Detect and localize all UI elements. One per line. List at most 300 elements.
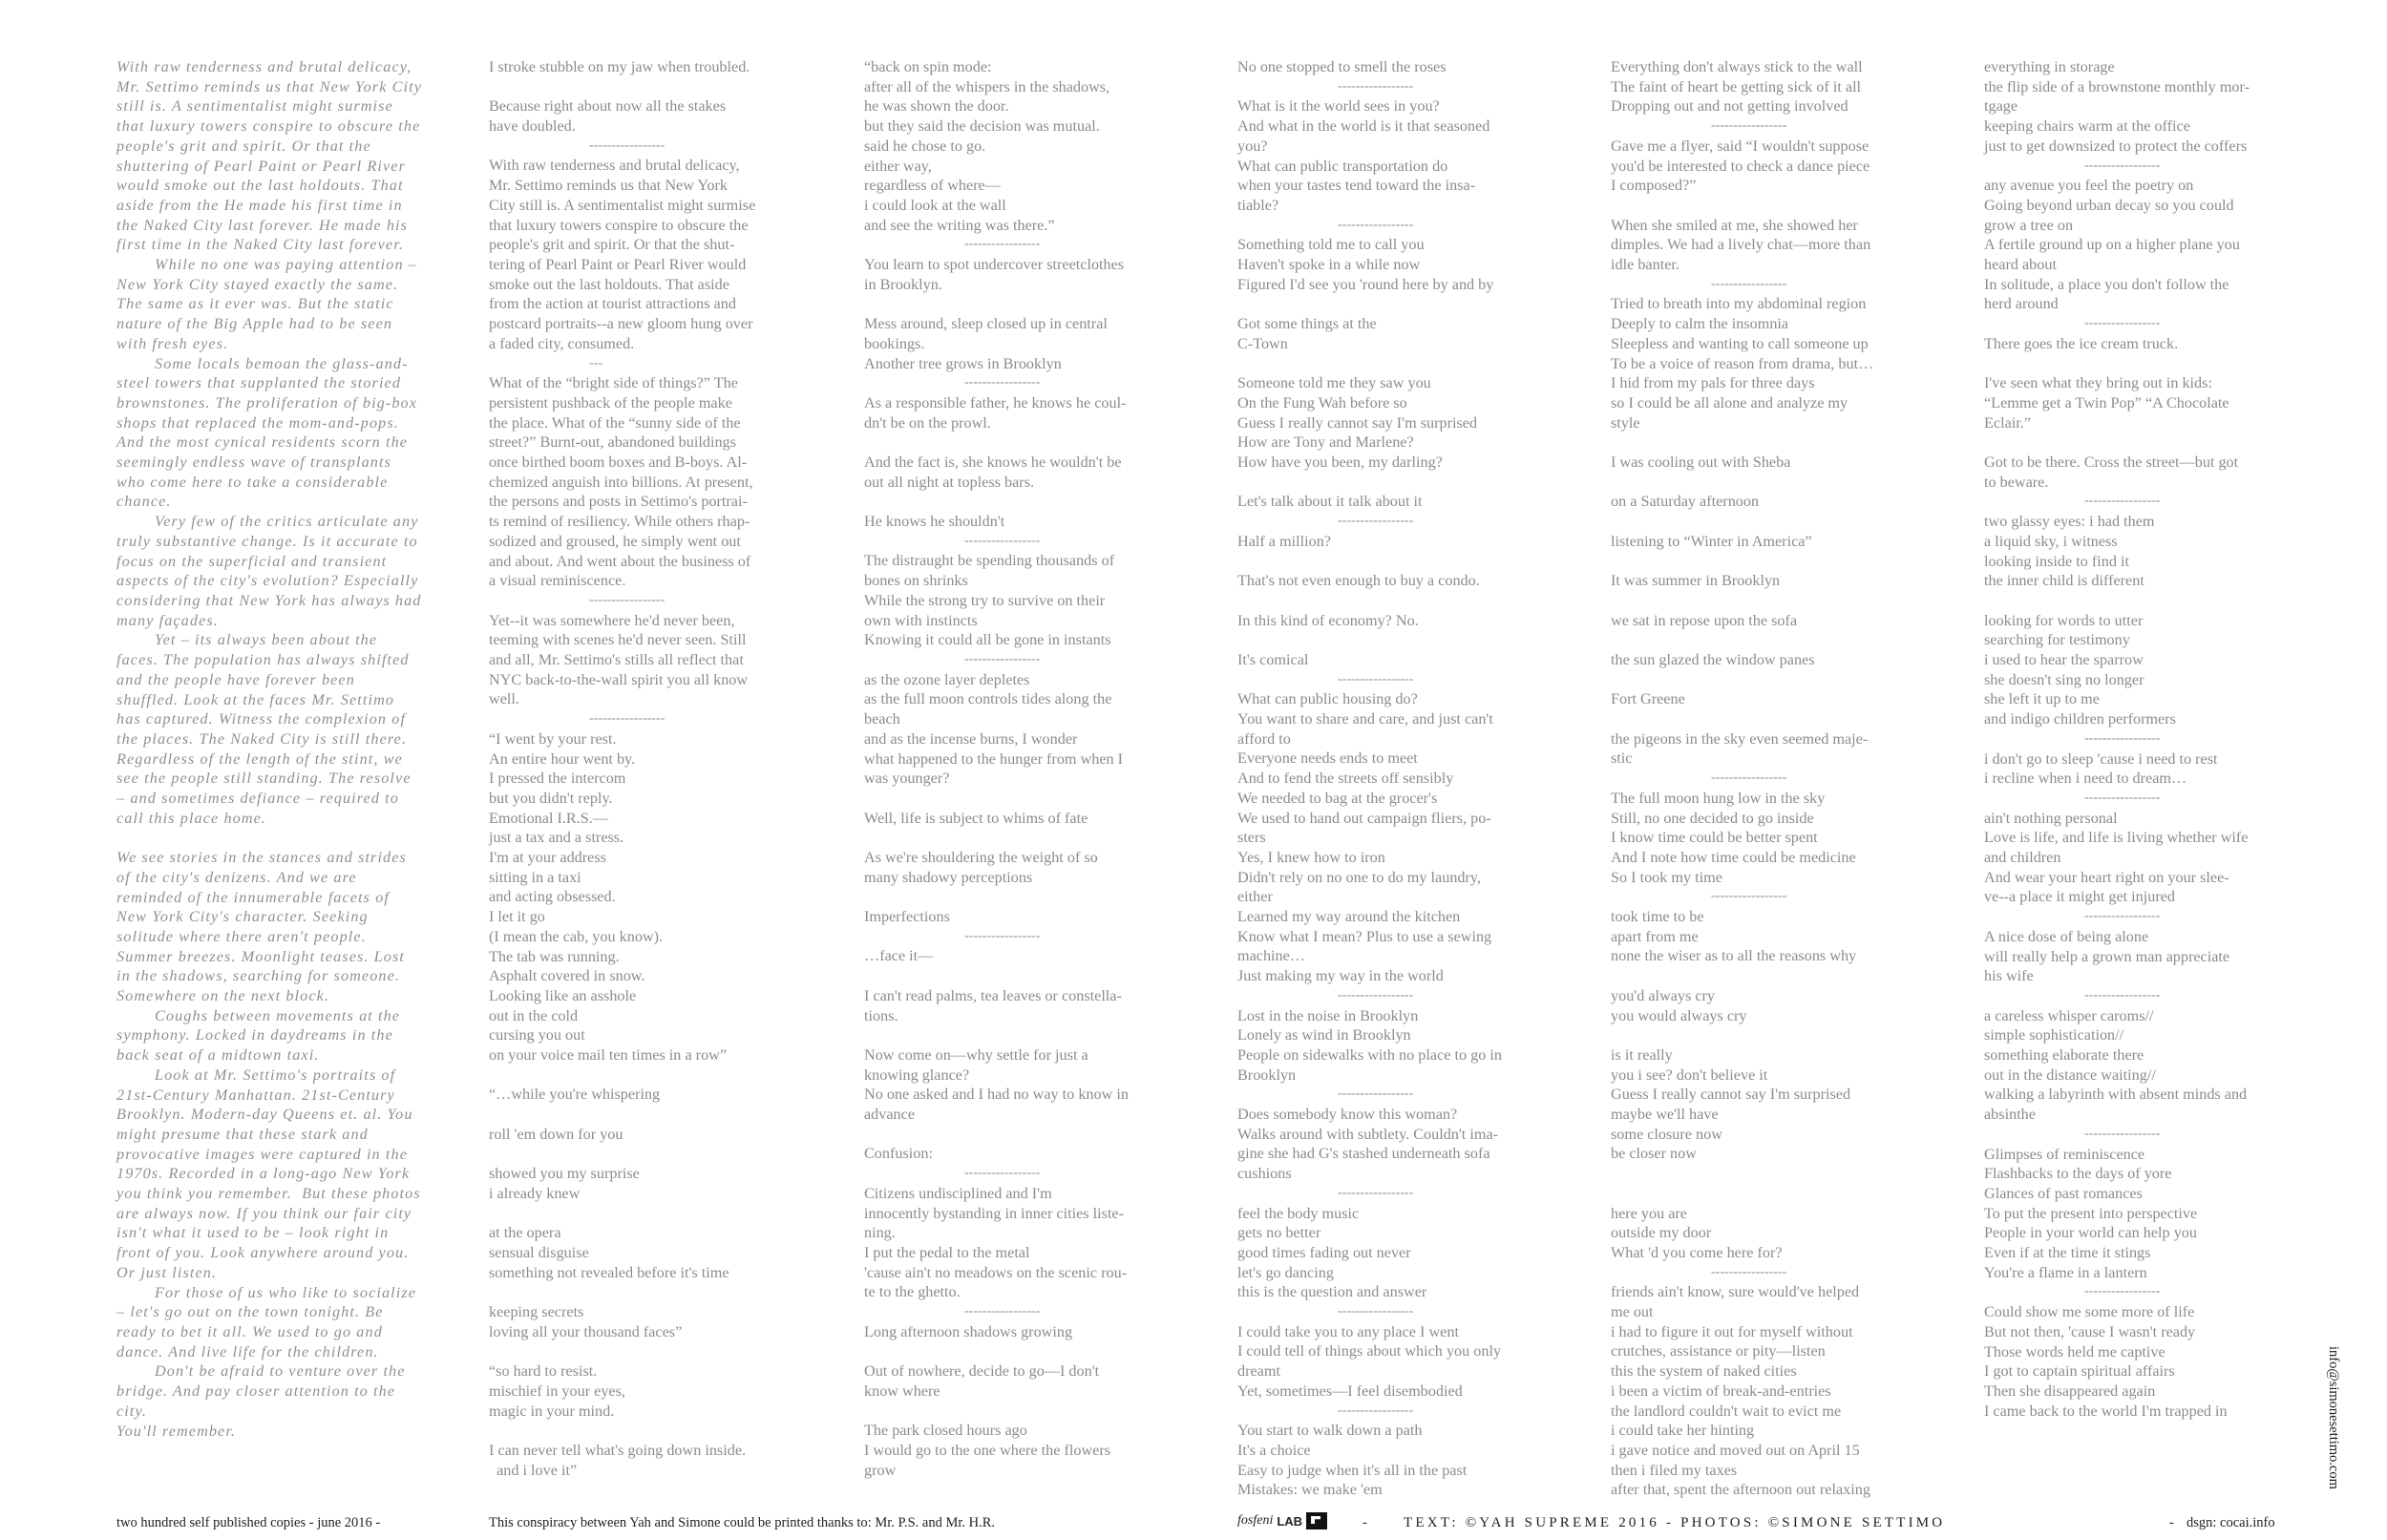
poem-line: No one asked and I had no way to know in — [864, 1086, 1129, 1104]
poem-line: dreamt — [1237, 1362, 1280, 1381]
stanza-gap — [1237, 551, 1553, 571]
poem-line: me out — [1611, 1303, 1654, 1321]
poem-line: C-Town — [1237, 334, 1288, 352]
poem-line: People in your world can help you — [1984, 1224, 2197, 1242]
poem-line: I can never tell what's going down inside. — [489, 1442, 747, 1460]
section-divider: ----------------- — [964, 652, 1041, 666]
poem-line: Then she disappeared again — [1984, 1382, 2156, 1400]
logo-mark-icon — [1306, 1512, 1327, 1529]
stanza-gap — [1984, 591, 2299, 611]
section-divider: ----------------- — [1711, 889, 1787, 904]
section-divider: ----------------- — [964, 533, 1041, 548]
poem-line: We used to hand out campaign fliers, po- — [1237, 809, 1491, 827]
poem-line: I composed?” — [1611, 177, 1697, 195]
footer-separator: - — [2169, 1515, 2174, 1530]
poem-line: afford to — [1237, 729, 1291, 748]
poem-line: she doesn't sing no longer — [1984, 670, 2144, 688]
poem-line: That's not even enough to buy a condo. — [1237, 572, 1480, 590]
section-divider: ----------------- — [2084, 909, 2161, 924]
section-divider: ----------------- — [589, 592, 665, 607]
stanza-gap — [1237, 294, 1553, 314]
poem-line: Imperfections — [864, 908, 950, 926]
poem-column-2 — [489, 57, 804, 1480]
section-divider: ----------------- — [2084, 730, 2161, 746]
poem-line: teeming with scenes he'd never seen. Still — [489, 631, 747, 649]
poem-line: said he chose to go. — [864, 137, 986, 155]
section-divider: ----------------- — [964, 1304, 1041, 1319]
poem-line: To be a voice of reason from drama, but… — [1611, 354, 1874, 372]
poem-line: just to get downsized to protect the coffers — [1984, 137, 2248, 155]
poem-line: I was cooling out with Sheba — [1611, 454, 1791, 471]
poem-line: Even if at the time it stings — [1984, 1244, 2151, 1262]
poem-line: How have you been, my darling? — [1237, 454, 1443, 471]
poem-line: own with instincts — [864, 611, 978, 629]
poem-column-5 — [1611, 57, 1926, 1500]
poem-line: Just making my way in the world — [1237, 967, 1444, 985]
poem-line: Everything don't always stick to the wall — [1611, 58, 1863, 75]
poem-line: (I mean the cab, you know). — [489, 927, 664, 945]
poem-line: Flashbacks to the days of yore — [1984, 1165, 2172, 1183]
poem-line: An entire hour went by. — [489, 749, 636, 768]
poem-line: Everyone needs ends to meet — [1237, 749, 1418, 768]
poem-line: Mr. Settimo reminds us that New York — [489, 177, 729, 195]
poem-line: gets no better — [1237, 1224, 1321, 1242]
poem-line: feel the body music — [1237, 1204, 1360, 1222]
poem-line: The tab was running. — [489, 947, 620, 965]
poem-line: Well, life is subject to whims of fate — [864, 809, 1088, 827]
poem-line: good times fading out never — [1237, 1243, 1411, 1261]
poem-line: a liquid sky, i witness — [1984, 532, 2118, 550]
poem-line: knowing glance? — [864, 1065, 970, 1084]
poem-line: is it really — [1611, 1045, 1673, 1064]
poem-line: apart from me — [1611, 927, 1699, 945]
poem-line: what happened to the hunger from when I — [864, 749, 1124, 768]
poem-line: grow a tree on — [1984, 216, 2074, 234]
poem-line: two glassy eyes: i had them — [1984, 513, 2155, 531]
poem-line: something not revealed before it's time — [489, 1263, 729, 1281]
poem-line: With raw tenderness and brutal delicacy, — [489, 157, 740, 175]
poem-line: The faint of heart be getting sick of it all — [1611, 77, 1862, 95]
poem-line: cushions — [1237, 1165, 1292, 1183]
poem-line: The park closed hours ago — [864, 1422, 1027, 1440]
essay-paragraph: For those of us who like to socialize – let's go out on the town tonight. Be ready to bet it all. We used to go and dance. And live life for the children. — [116, 1283, 422, 1361]
poem-line: I pressed the intercom — [489, 770, 626, 788]
poem-line: he was shown the door. — [864, 97, 1009, 116]
poem-line: 'cause ain't no meadows on the scenic rou- — [864, 1263, 1128, 1281]
poem-line: magic in your mind. — [489, 1402, 615, 1420]
poem-line: …face it— — [864, 947, 934, 965]
poem-line: loving all your thousand faces” — [489, 1322, 683, 1340]
poem-line: and indigo children performers — [1984, 710, 2176, 728]
poem-line: What 'd you come here for? — [1611, 1243, 1783, 1261]
poem-line: be closer now — [1611, 1145, 1697, 1163]
poem-line: some closure now — [1611, 1125, 1722, 1143]
poem-line: You learn to spot undercover streetclothes — [864, 256, 1125, 274]
stanza-gap — [1611, 630, 1926, 650]
stanza-gap — [489, 1145, 804, 1165]
poem-line: as the full moon controls tides along the — [864, 690, 1112, 708]
section-divider: ----------------- — [1338, 1304, 1414, 1319]
poem-line: So I took my time — [1611, 868, 1722, 886]
poem-line: once birthed boom boxes and B-boys. Al- — [489, 454, 748, 472]
poem-line: out all night at topless bars. — [864, 473, 1035, 491]
stanza-gap — [1984, 432, 2299, 453]
poem-line: outside my door — [1611, 1224, 1712, 1242]
essay-paragraph: While no one was paying attention – New York City stayed exactly the same. The same as it ever was. But the static nature of the Big Apple had to be seen with fresh eyes. — [116, 256, 423, 352]
poem-line: will really help a grown man appreciate — [1984, 947, 2230, 965]
poem-line: bookings. — [864, 334, 925, 352]
poem-line: Confusion: — [864, 1145, 933, 1163]
section-divider: ----------------- — [964, 1166, 1041, 1181]
stanza-gap — [1984, 354, 2299, 374]
poem-line: you i see? don't believe it — [1611, 1065, 1768, 1084]
stanza-gap — [864, 887, 1179, 907]
poem-line: crutches, assistance or pity—listen — [1611, 1342, 1826, 1361]
stanza-gap — [1611, 1184, 1926, 1204]
poem-line: “…while you're whispering — [489, 1086, 661, 1104]
poem-line: Looking like an asshole — [489, 986, 637, 1004]
poem-line: Half a million? — [1237, 532, 1331, 550]
poem-line: style — [1611, 413, 1640, 432]
poem-line: gine she had G's stashed underneath sofa — [1237, 1145, 1490, 1163]
poem-line: In this kind of economy? No. — [1237, 611, 1419, 629]
poem-line: looking for words to utter — [1984, 611, 2144, 629]
poem-line: this is the question and answer — [1237, 1283, 1427, 1301]
stanza-gap — [489, 1282, 804, 1302]
stanza-gap — [1237, 630, 1553, 650]
poem-line: at the opera — [489, 1224, 561, 1242]
section-divider: ----------------- — [2084, 1126, 2161, 1141]
poem-line: “so hard to resist. — [489, 1362, 598, 1381]
section-divider: ----------------- — [964, 237, 1041, 252]
poem-line: know where — [864, 1382, 940, 1400]
poem-line: i could look at the wall — [864, 196, 1006, 214]
poem-line: i already knew — [489, 1184, 581, 1202]
poem-line: Yet--it was somewhere he'd never been, — [489, 611, 735, 629]
poem-line: friends ain't know, sure would've helped — [1611, 1283, 1860, 1301]
poem-line: Deeply to calm the insomnia — [1611, 315, 1789, 333]
stanza-gap — [864, 492, 1179, 512]
poem-line: Those words held me captive — [1984, 1342, 2165, 1361]
stanza-gap — [864, 1341, 1179, 1361]
poem-line: Eclair.” — [1984, 413, 2031, 432]
poem-line: walking a labyrinth with absent minds and — [1984, 1086, 2248, 1104]
poem-line: You start to walk down a path — [1237, 1422, 1423, 1440]
essay-paragraph: Yet – its always been about the faces. The population has always shifted and the people have forever been shuffled. Look at the faces Mr. Settimo has captured. Witness the complexion of the places. The Naked City is still there. Regardless of the length of the stint, we see the people still standing. The resolve – and sometimes defiance – required to call this place home. — [116, 631, 416, 827]
poem-line: any avenue you feel the poetry on — [1984, 177, 2194, 195]
poem-line: I stroke stubble on my jaw when troubled. — [489, 58, 750, 75]
poem-line: sitting in a taxi — [489, 868, 581, 886]
essay-paragraph: Look at Mr. Settimo's portraits of 21st-Century Manhattan. 21st-Century Brooklyn. Modern-day Queens et. al. You might presume that these stark and provocative images were captured in the 1970s. Recorded in a long-ago New York you think you remember. But these photos are always now. If you think our fair city isn't what it used to be – look right in front of you. Look anywhere around you. Or just listen. — [116, 1065, 426, 1281]
poem-line: and all, Mr. Settimo's stills all reflect that — [489, 651, 744, 669]
fosfeni-lab-logo — [1237, 1512, 1327, 1529]
poem-line: you'd always cry — [1611, 986, 1716, 1004]
poem-line: innocently bystanding in inner cities liste- — [864, 1204, 1124, 1222]
poem-line: none the wiser as to all the reasons why — [1611, 947, 1857, 965]
essay-paragraph: We see stories in the stances and strides of the city's denizens. And we are reminded of the innumerable facets of New York City's character. Seeking solitude where there aren't people. Summer breezes. Moonlight teases. Lost in the shadows, searching for someone. Somewhere on the next block. — [116, 849, 412, 1005]
poem-line: Mistakes: we make 'em — [1237, 1481, 1383, 1499]
poem-line: well. — [489, 690, 519, 708]
poem-line: Gave me a flyer, said “I wouldn't suppose — [1611, 137, 1869, 155]
poem-line: sodized and groused, he simply went out — [489, 532, 741, 550]
poem-line: but they said the decision was mutual. — [864, 117, 1100, 136]
poem-line: on your voice mail ten times in a row” — [489, 1046, 728, 1065]
poem-line: I know time could be better spent — [1611, 829, 1818, 847]
stanza-gap — [864, 294, 1179, 314]
poem-line: i had to figure it out for myself without — [1611, 1322, 1853, 1340]
section-divider: ----------------- — [1711, 276, 1787, 291]
section-divider: ----------------- — [2084, 316, 2161, 331]
poem-line: showed you my surprise — [489, 1165, 640, 1183]
poem-line: ts remind of resiliency. While others rhap- — [489, 513, 750, 531]
poem-line: searching for testimony — [1984, 631, 2130, 649]
poem-line: she left it up to me — [1984, 690, 2100, 708]
poem-line: Yet, sometimes—I feel disembodied — [1237, 1382, 1463, 1400]
stanza-gap — [1611, 591, 1926, 611]
poem-line: He knows he shouldn't — [864, 513, 1005, 531]
section-divider: ----------------- — [589, 711, 665, 727]
poem-line: have doubled. — [489, 117, 576, 136]
poem-line: i could take her hinting — [1611, 1422, 1755, 1440]
essay-paragraph: Don't be afraid to venture over the bridge. And pay closer attention to the city. — [116, 1362, 411, 1420]
poem-line: As a responsible father, he knows he coul- — [864, 393, 1127, 411]
poem-line: It's a choice — [1237, 1441, 1311, 1459]
poem-line: Still, no one decided to go inside — [1611, 809, 1814, 827]
poem-line: I could take you to any place I went — [1237, 1322, 1459, 1340]
poem-line: just a tax and a stress. — [489, 829, 624, 847]
poem-line: you? — [1237, 137, 1268, 155]
poem-line: his wife — [1984, 967, 2034, 985]
poem-line: What can public housing do? — [1237, 690, 1418, 708]
poem-line: persistent pushback of the people make — [489, 393, 732, 411]
poem-line: Dropping out and not getting involved — [1611, 97, 1848, 116]
poem-line: And what in the world is it that seasoned — [1237, 117, 1490, 136]
essay-paragraph: Coughs between movements at the symphony. Locked in daydreams in the back seat of a midtown taxi. — [116, 1006, 406, 1065]
poem-line: “I went by your rest. — [489, 729, 617, 748]
footer-separator: - — [1362, 1515, 1367, 1530]
poem-line: smoke out the last holdouts. That aside — [489, 275, 729, 293]
poem-line: and children — [1984, 849, 2061, 866]
poem-line: you'd be interested to check a dance piece — [1611, 157, 1870, 175]
stanza-gap — [864, 1402, 1179, 1422]
poem-line: sters — [1237, 829, 1266, 847]
poem-line: i used to hear the sparrow — [1984, 651, 2144, 668]
poem-line: in Brooklyn. — [864, 275, 942, 293]
poem-line: “Lemme get a Twin Pop” “A Chocolate — [1984, 393, 2229, 411]
section-divider: ----------------- — [2084, 987, 2161, 1002]
poem-line: heard about — [1984, 256, 2057, 274]
poem-line: grow — [864, 1461, 897, 1479]
section-divider: ----------------- — [1338, 514, 1414, 529]
poem-line: People on sidewalks with no place to go in — [1237, 1045, 1502, 1064]
logo-wordmark: fosfeni — [1237, 1513, 1274, 1528]
section-divider: ----------------- — [964, 928, 1041, 943]
poem-line: Let's talk about it talk about it — [1237, 493, 1423, 511]
poem-line: Learned my way around the kitchen — [1237, 908, 1461, 926]
poem-line: And the fact is, she knows he wouldn't be — [864, 454, 1122, 471]
essay-paragraph: Very few of the critics articulate any truly substantive change. Is it accurate to focus on the superficial and transient aspects of the city's evolution? Especially considering that New York has always had many façades. — [116, 513, 427, 629]
poem-line: the inner child is different — [1984, 572, 2144, 590]
poem-line: let's go dancing — [1237, 1263, 1334, 1281]
stanza-gap — [1237, 473, 1553, 493]
essay-paragraph: Some locals bemoan the glass-and-steel towers that supplanted the storied brownstones. The proliferation of big-box shops that replaced the mom-and-pops. And the most cynical residents scorn the seemingly endless wave of transplants who come here to take a considerable chance. — [116, 354, 423, 511]
stanza-gap — [864, 828, 1179, 848]
section-divider: ----------------- — [1338, 1185, 1414, 1200]
poem-line: How are Tony and Marlene? — [1237, 433, 1414, 452]
poem-line: Figured I'd see you 'round here by and by — [1237, 275, 1494, 293]
poem-line: bones on shrinks — [864, 572, 968, 590]
section-divider: ----------------- — [1711, 1264, 1787, 1279]
poem-line: absinthe — [1984, 1106, 2036, 1124]
poem-line: Does somebody know this woman? — [1237, 1106, 1458, 1124]
poem-line: chemized anguish into billions. At present, — [489, 473, 753, 491]
section-divider: ----------------- — [2084, 494, 2161, 509]
section-divider: ----------------- — [964, 375, 1041, 390]
poem-line: advance — [864, 1106, 916, 1124]
poem-line: Got to be there. Cross the street—but got — [1984, 454, 2239, 471]
poem-line: I came back to the world I'm trapped in — [1984, 1402, 2228, 1420]
poem-line: everything in storage — [1984, 58, 2115, 75]
copyright-credit: TEXT: ©YAH SUPREME 2016 - PHOTOS: ©SIMONE SETTIMO — [1404, 1515, 1946, 1530]
poem-line: ain't nothing personal — [1984, 809, 2118, 827]
poem-line: the sun glazed the window panes — [1611, 650, 1815, 668]
poem-line: on a Saturday afternoon — [1611, 493, 1760, 511]
poem-line: herd around — [1984, 295, 2059, 313]
stanza-gap — [864, 1025, 1179, 1045]
poem-line: cursing you out — [489, 1026, 585, 1044]
poem-line: Walks around with subtlety. Couldn't ima- — [1237, 1125, 1499, 1143]
poem-line: a faded city, consumed. — [489, 334, 635, 352]
poem-line: Could show me some more of life — [1984, 1303, 2195, 1321]
poem-line: so I could be all alone and analyze my — [1611, 393, 1848, 411]
poem-line: “back on spin mode: — [864, 58, 992, 75]
poem-line: When she smiled at me, she showed her — [1611, 216, 1858, 234]
poem-line: roll 'em down for you — [489, 1125, 623, 1143]
section-divider: ----------------- — [1711, 770, 1787, 786]
stanza-gap — [1611, 196, 1926, 216]
section-divider: ----------------- — [1338, 78, 1414, 94]
section-divider: ----------------- — [2084, 790, 2161, 805]
poem-line: many shadowy perceptions — [864, 868, 1033, 886]
stanza-gap — [1611, 709, 1926, 729]
section-divider: ----------------- — [1338, 1403, 1414, 1418]
poem-line: i recline when i need to dream… — [1984, 770, 2187, 788]
acknowledgement-note: This conspiracy between Yah and Simone could be printed thanks to: Mr. P.S. and Mr. H.R. — [489, 1515, 996, 1530]
poem-line: i been a victim of break-and-entries — [1611, 1382, 1831, 1400]
poem-line: Now come on—why settle for just a — [864, 1045, 1088, 1064]
poem-line: to beware. — [1984, 473, 2049, 491]
poem-line: What can public transportation do — [1237, 157, 1448, 175]
poem-line: this the system of naked cities — [1611, 1362, 1797, 1381]
poem-line: beach — [864, 710, 900, 728]
poem-line: then i filed my taxes — [1611, 1461, 1738, 1479]
poem-line: Haven't spoke in a while now — [1237, 256, 1421, 273]
poem-line: people's grit and spirit. Or that the shut- — [489, 236, 735, 254]
poem-line: ning. — [864, 1224, 896, 1242]
poem-line: Fort Greene — [1611, 690, 1685, 708]
poem-line: Lost in the noise in Brooklyn — [1237, 1006, 1419, 1024]
poem-line: mischief in your eyes, — [489, 1382, 625, 1400]
poem-line: Guess I really cannot say I'm surprised — [1237, 413, 1478, 432]
poem-line: postcard portraits--a new gloom hung over — [489, 315, 753, 333]
stanza-gap — [489, 1065, 804, 1086]
stanza-gap — [1611, 966, 1926, 986]
poem-line: was younger? — [864, 770, 950, 788]
poem-line: Easy to judge when it's all in the past — [1237, 1461, 1468, 1479]
poem-line: Got some things at the — [1237, 315, 1377, 333]
poem-line: took time to be — [1611, 908, 1704, 926]
section-divider: ----------------- — [1338, 671, 1414, 686]
poem-line: as the ozone layer depletes — [864, 670, 1030, 688]
section-divider: --- — [589, 355, 602, 370]
poem-line: Tried to breath into my abdominal region — [1611, 295, 1867, 313]
poem-line: A fertile ground up on a higher plane you — [1984, 236, 2240, 254]
poem-line: I've seen what they bring out in kids: — [1984, 374, 2212, 392]
stanza-gap — [864, 1125, 1179, 1145]
stanza-gap — [1611, 1164, 1926, 1184]
poem-line: And I note how time could be medicine — [1611, 848, 1856, 866]
essay-paragraph: You'll remember. — [116, 1422, 237, 1440]
poem-line: tering of Pearl Paint or Pearl River would — [489, 256, 747, 273]
stanza-gap — [864, 432, 1179, 453]
poem-line: looking inside to find it — [1984, 552, 2129, 570]
poem-line: No one stopped to smell the roses — [1237, 58, 1447, 75]
stanza-gap — [864, 789, 1179, 809]
poem-line: Brooklyn — [1237, 1065, 1297, 1084]
essay-paragraph — [116, 828, 422, 848]
poem-line: street?” Burnt-out, abandoned buildings — [489, 433, 736, 452]
poem-line: On the Fung Wah before so — [1237, 393, 1407, 411]
print-run-note: two hundred self published copies - june 2016 - — [116, 1515, 381, 1530]
poem-line: Long afternoon shadows growing — [864, 1322, 1073, 1340]
section-divider: ----------------- — [1338, 987, 1414, 1002]
poem-line: Lonely as wind in Brooklyn — [1237, 1026, 1411, 1044]
poem-line: dn't be on the prowl. — [864, 413, 991, 432]
stanza-gap — [489, 1105, 804, 1125]
poem-line: something elaborate there — [1984, 1046, 2144, 1064]
section-divider: ----------------- — [2084, 158, 2161, 173]
logo-lab: LAB — [1277, 1513, 1303, 1529]
poem-line: from the action at tourist attractions and — [489, 295, 736, 313]
poem-line: the place. What of the “sunny side of the — [489, 413, 741, 432]
poem-line: Asphalt covered in snow. — [489, 967, 645, 985]
essay-column — [116, 57, 428, 1441]
poem-line: i gave notice and moved out on April 15 — [1611, 1441, 1860, 1459]
poem-line: the pigeons in the sky even seemed maje- — [1611, 729, 1869, 748]
poem-line: listening to “Winter in America” — [1611, 532, 1812, 550]
poem-line: I would go to the one where the flowers — [864, 1441, 1111, 1459]
poem-line: Emotional I.R.S.— — [489, 809, 609, 827]
poem-line: What is it the world sees in you? — [1237, 97, 1440, 116]
section-divider: ----------------- — [589, 137, 665, 153]
stanza-gap — [1237, 591, 1553, 611]
poem-line: after that, spent the afternoon out relaxing — [1611, 1481, 1870, 1499]
poem-line: Yes, I knew how to iron — [1237, 848, 1385, 866]
poem-line: either way, — [864, 157, 932, 175]
poem-line: keeping chairs warm at the office — [1984, 117, 2190, 136]
poem-line: out in the cold — [489, 1006, 579, 1024]
poem-line: tgage — [1984, 97, 2018, 116]
poem-line: Citizens undisciplined and I'm — [864, 1184, 1052, 1202]
poem-line: Going beyond urban decay so you could — [1984, 196, 2234, 214]
poem-line: Because right about now all the stakes — [489, 97, 727, 116]
poem-line: I can't read palms, tea leaves or constella- — [864, 986, 1122, 1004]
poem-line: either — [1237, 888, 1273, 906]
poem-line: you would always cry — [1611, 1006, 1747, 1024]
poem-line: and acting obsessed. — [489, 888, 616, 906]
poem-line: the persons and posts in Settimo's portrai- — [489, 493, 748, 511]
poem-line: While the strong try to survive on their — [864, 591, 1106, 609]
